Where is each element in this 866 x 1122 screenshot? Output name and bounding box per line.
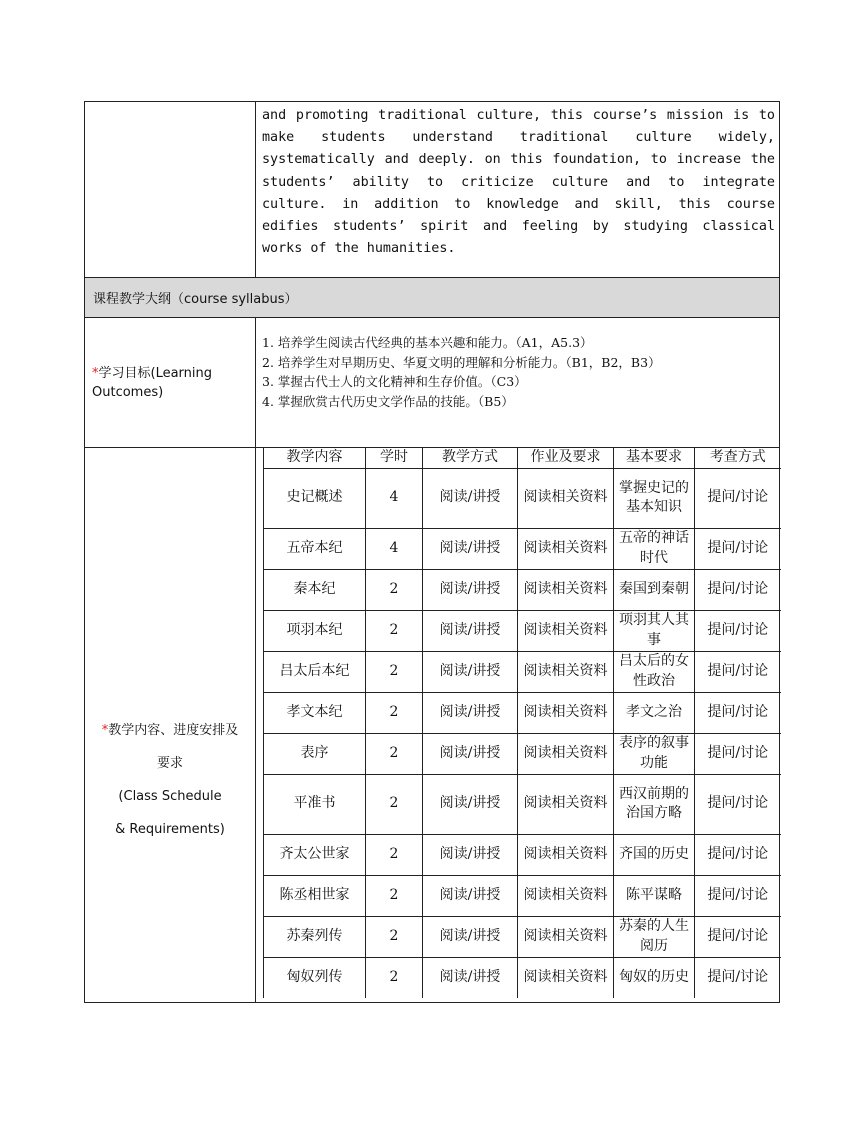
cell-method: 阅读/讲授: [423, 875, 518, 916]
cell-content: 史记概述: [264, 468, 366, 528]
cell-method: 阅读/讲授: [423, 651, 518, 692]
header-hours: 学时: [366, 448, 423, 468]
cell-hours: 4: [366, 468, 423, 528]
schedule-label-cn-2: 要求: [156, 756, 183, 771]
cell-assessment: 提问/讨论: [695, 733, 781, 774]
cell-basic-requirement: 表序的叙事功能: [614, 733, 695, 774]
cell-hours: 2: [366, 957, 423, 998]
cell-basic-requirement: 吕太后的女性政治: [614, 651, 695, 692]
cell-hours: 2: [366, 569, 423, 610]
cell-assignment: 阅读相关资料: [518, 875, 614, 916]
cell-content: 项羽本纪: [264, 610, 366, 651]
outcome-item: 1. 培养学生阅读古代经典的基本兴趣和能力。（A1，A5.3）: [262, 335, 593, 350]
cell-method: 阅读/讲授: [423, 957, 518, 998]
table-row: [264, 957, 781, 998]
table-row: [264, 468, 781, 528]
header-assessment: 考查方式: [695, 448, 781, 468]
outcome-item: 3. 掌握古代士人的文化精神和生存价值。（C3）: [262, 374, 527, 390]
cell-method: 阅读/讲授: [423, 468, 518, 528]
cell-content: 秦本纪: [264, 569, 366, 610]
schedule-label-en-2: & Requirements): [115, 822, 225, 837]
cell-basic-requirement: 齐国的历史: [614, 834, 695, 875]
cell-hours: 4: [366, 528, 423, 569]
cell-assignment: 阅读相关资料: [518, 651, 614, 692]
cell-assignment: 阅读相关资料: [518, 610, 614, 651]
cell-hours: 2: [366, 651, 423, 692]
header-content: 教学内容: [264, 448, 366, 468]
learning-outcomes-row: [85, 318, 779, 448]
table-row: [264, 528, 781, 569]
cell-assignment: 阅读相关资料: [518, 528, 614, 569]
cell-assessment: 提问/讨论: [695, 651, 781, 692]
cell-method: 阅读/讲授: [423, 733, 518, 774]
cell-content: 表序: [264, 733, 366, 774]
cell-assessment: 提问/讨论: [695, 916, 781, 957]
cell-assignment: 阅读相关资料: [518, 733, 614, 774]
class-schedule-cell: [256, 448, 781, 1002]
table-row: [264, 610, 781, 651]
table-row: [264, 569, 781, 610]
cell-method: 阅读/讲授: [423, 569, 518, 610]
cell-content: 苏秦列传: [264, 916, 366, 957]
cell-hours: 2: [366, 834, 423, 875]
learning-outcomes-list: [256, 318, 779, 447]
class-schedule-label: [85, 448, 256, 1002]
cell-method: 阅读/讲授: [423, 692, 518, 733]
required-mark: *: [92, 365, 99, 381]
schedule-label-cn-1: 教学内容、进度安排及: [108, 723, 239, 738]
cell-method: 阅读/讲授: [423, 834, 518, 875]
cell-content: 齐太公世家: [264, 834, 366, 875]
cell-assignment: 阅读相关资料: [518, 569, 614, 610]
class-schedule-row: [85, 448, 779, 1002]
cell-hours: 2: [366, 692, 423, 733]
cell-assignment: 阅读相关资料: [518, 468, 614, 528]
cell-basic-requirement: 苏秦的人生阅历: [614, 916, 695, 957]
outcome-item: 2. 培养学生对早期历史、华夏文明的理解和分析能力。（B1，B2，B3）: [262, 354, 661, 370]
table-row: [264, 692, 781, 733]
cell-content: 吕太后本纪: [264, 651, 366, 692]
cell-method: 阅读/讲授: [423, 774, 518, 834]
cell-assessment: 提问/讨论: [695, 875, 781, 916]
cell-basic-requirement: 项羽其人其事: [614, 610, 695, 651]
cell-assignment: 阅读相关资料: [518, 834, 614, 875]
schedule-label-en-1: (Class Schedule: [118, 789, 222, 804]
intro-label-cell: [85, 102, 256, 277]
cell-assignment: 阅读相关资料: [518, 692, 614, 733]
learning-outcomes-label: [85, 318, 256, 447]
intro-row: [85, 102, 779, 278]
cell-basic-requirement: 秦国到秦朝: [614, 569, 695, 610]
cell-content: 五帝本纪: [264, 528, 366, 569]
cell-content: 孝文本纪: [264, 692, 366, 733]
intro-text: and promoting traditional culture, this course’s mission is to make students understand traditional culture widely, systematically and deeply. on this foundation, to increase the students’ ability to criticize culture and to integrate culture. in addition to knowledge and skill, this course edifies students’ spirit and feeling by studying classical works of the humanities.: [262, 108, 775, 257]
cell-assignment: 阅读相关资料: [518, 774, 614, 834]
table-row: [264, 733, 781, 774]
syllabus-header-text: 课程教学大纲（course syllabus）: [93, 292, 298, 307]
cell-hours: 2: [366, 774, 423, 834]
cell-assignment: 阅读相关资料: [518, 957, 614, 998]
cell-assessment: 提问/讨论: [695, 692, 781, 733]
header-assignment: 作业及要求: [518, 448, 614, 468]
required-mark: *: [101, 723, 109, 738]
cell-method: 阅读/讲授: [423, 528, 518, 569]
table-row: [264, 651, 781, 692]
cell-basic-requirement: 西汉前期的治国方略: [614, 774, 695, 834]
table-row: [264, 774, 781, 834]
schedule-header-row: [264, 448, 781, 468]
cell-basic-requirement: 匈奴的历史: [614, 957, 695, 998]
cell-assessment: 提问/讨论: [695, 569, 781, 610]
cell-content: 陈丞相世家: [264, 875, 366, 916]
cell-assessment: 提问/讨论: [695, 528, 781, 569]
table-row: [264, 916, 781, 957]
cell-hours: 2: [366, 916, 423, 957]
cell-assessment: 提问/讨论: [695, 468, 781, 528]
cell-content: 匈奴列传: [264, 957, 366, 998]
cell-basic-requirement: 陈平谋略: [614, 875, 695, 916]
cell-assessment: 提问/讨论: [695, 834, 781, 875]
cell-assessment: 提问/讨论: [695, 957, 781, 998]
header-method: 教学方式: [423, 448, 518, 468]
cell-hours: 2: [366, 610, 423, 651]
cell-assessment: 提问/讨论: [695, 774, 781, 834]
cell-basic-requirement: 孝文之治: [614, 692, 695, 733]
cell-hours: 2: [366, 875, 423, 916]
cell-basic-requirement: 掌握史记的基本知识: [614, 468, 695, 528]
cell-method: 阅读/讲授: [423, 916, 518, 957]
cell-method: 阅读/讲授: [423, 610, 518, 651]
schedule-table: [263, 448, 781, 998]
header-basic-requirement: 基本要求: [614, 448, 695, 468]
syllabus-table: [84, 101, 780, 1003]
table-row: [264, 834, 781, 875]
cell-content: 平准书: [264, 774, 366, 834]
cell-hours: 2: [366, 733, 423, 774]
syllabus-header: [85, 278, 779, 318]
table-row: [264, 875, 781, 916]
cell-assignment: 阅读相关资料: [518, 916, 614, 957]
outcome-item: 4. 掌握欣赏古代历史文学作品的技能。（B5）: [262, 393, 514, 409]
cell-basic-requirement: 五帝的神话时代: [614, 528, 695, 569]
cell-assessment: 提问/讨论: [695, 610, 781, 651]
learning-outcomes-label-text: 学习目标(Learning Outcomes): [92, 365, 213, 400]
